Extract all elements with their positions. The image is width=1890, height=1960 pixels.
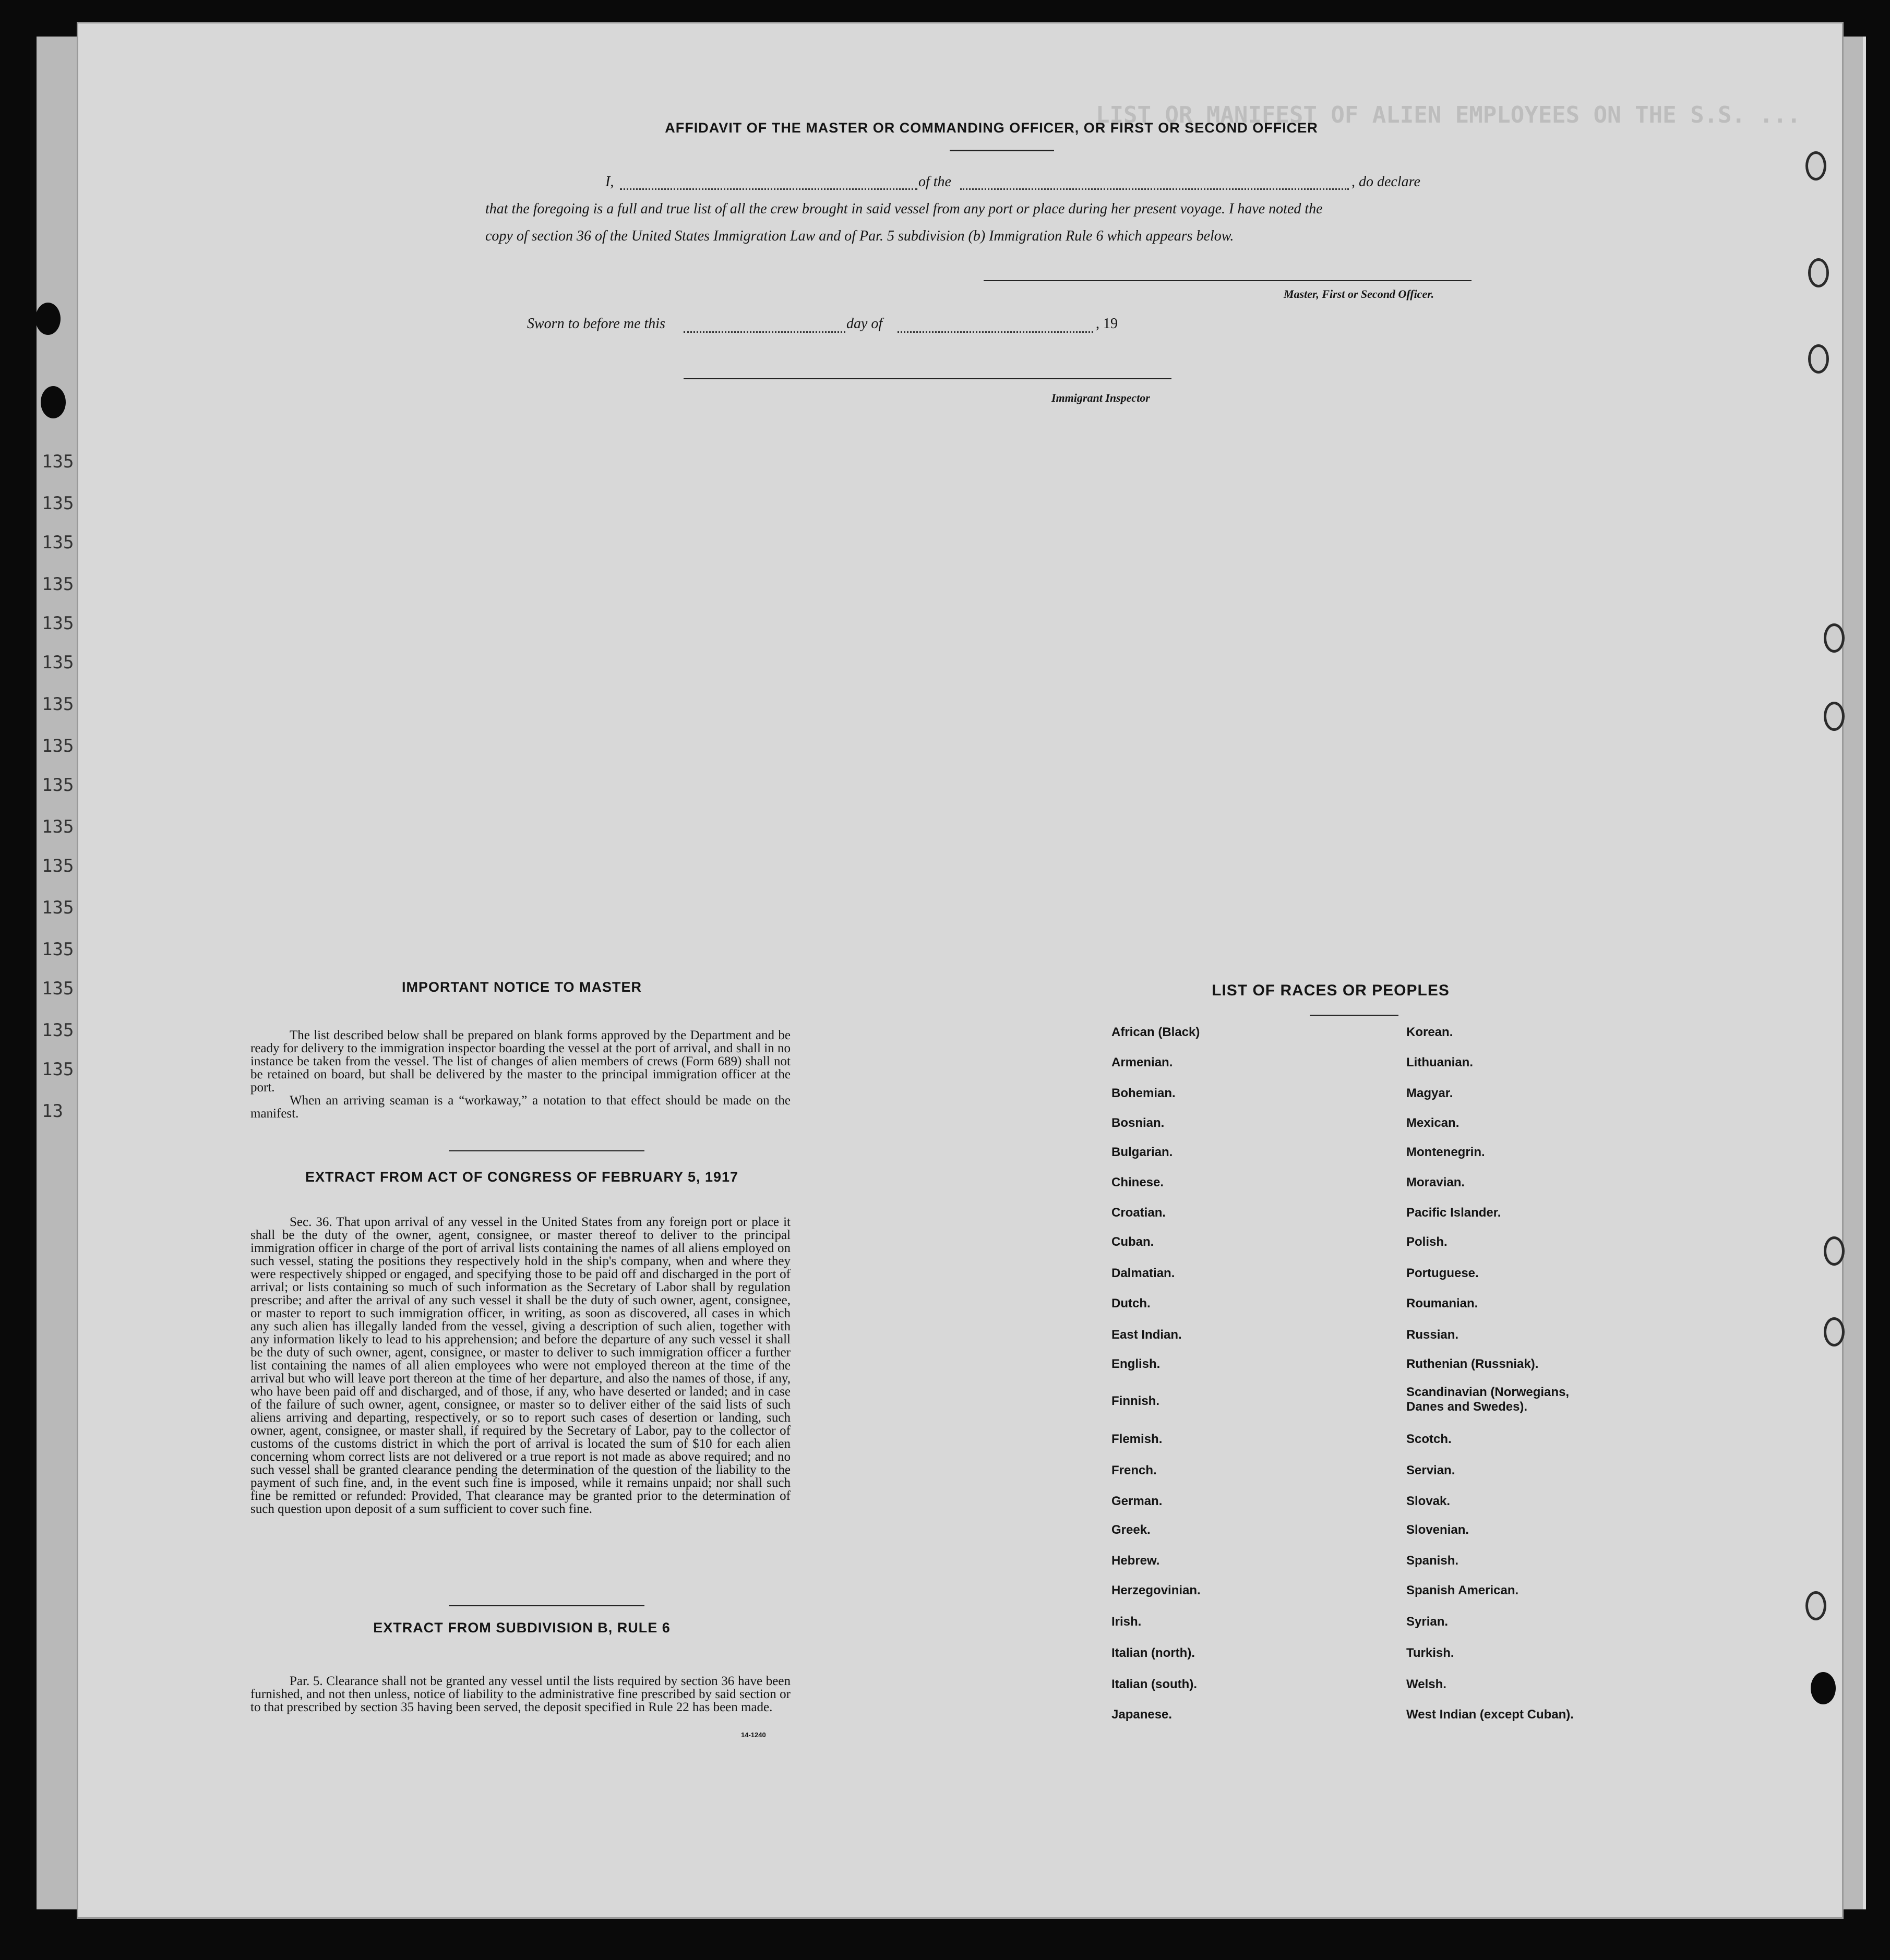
section-divider [449,1150,644,1151]
race-item: Polish. [1406,1235,1448,1249]
do-declare-label: , do declare [1351,174,1420,190]
act-paragraph: Sec. 36. That upon arrival of any vessel in the United States from any foreign port or place it shall be the duty of the owner, agent, consignee, or master thereof to deliver to the principal immigration officer in charge of the port of arrival lists containing the names of all aliens employed on such vessel, stating the positions they respectively hold in the ship's company, when and where they were respectively shipped or engaged, and specifying those to be paid off and discharged in the port of arrival; or lists containing so much of such information as the Secretary of Labor shall by regulation prescribe; and after the arrival of any such vessel it shall be the duty of such owner, agent, consignee, or master to report to such immigration officer, in writing, as soon as discovered, all cases in which any such alien has illegally landed from the vessel, giving a description of such alien, together with any information likely to lead to his apprehension; and before the departure of any such vessel it shall be the duty of such owner, agent, consignee, or master to deliver to such immigration officer a further list containing the names of all alien employees who were not employed thereon at the time of the arrival but who will leave port thereon at the time of her departure, and also the names of those, if any, who have been paid off and discharged, and of those, if any, who have deserted or landed; and in case of the failure of such owner, agent, consignee, or master so to deliver either of the said lists of such aliens arriving and departing, respectively, or so to report such cases of desertion or landing, such owner, agent, consignee, or master shall, if required by the Secretary of Labor, pay to the collector of customs of the customs district in which the port of arrival is located the sum of $10 for each alien concerning whom correct lists are not delivered or a true report is not made as above required; and no such vessel shall be granted clearance pending the determination of the question of the liability to the payment of such fine, and, in the event such fine is imposed, while it remains unpaid; nor shall such fine be remitted or refunded: Provided, That clearance may be granted prior to the determination of such question upon deposit of a sum sufficient to cover such fine. [250,1215,791,1516]
race-item: Herzegovinian. [1111,1583,1201,1597]
rule-text [250,1675,791,1714]
race-item: Pacific Islander. [1406,1206,1501,1220]
race-item: Syrian. [1406,1615,1449,1629]
day-of-label: day of [846,316,883,332]
races-title: LIST OF RACES OR PEOPLES [1212,982,1450,999]
binder-ring [1824,702,1845,731]
race-item: Ruthenian (Russniak). [1406,1357,1539,1371]
binder-ring [1805,151,1826,181]
binder-ring [1805,1591,1826,1620]
race-item: Slovak. [1406,1494,1451,1508]
bleed-through-text: LIST OR MANIFEST OF ALIEN EMPLOYEES ON THE S.S. ... [1096,102,1801,128]
binder-ring [1824,623,1845,653]
vessel-blank[interactable] [960,188,1349,190]
race-item: Flemish. [1111,1432,1163,1446]
race-item: Russian. [1406,1328,1459,1342]
race-item: Bulgarian. [1111,1145,1173,1159]
punch-hole [1811,1672,1836,1704]
race-item: Chinese. [1111,1175,1164,1189]
race-item: Moravian. [1406,1175,1465,1189]
race-item: Welsh. [1406,1677,1446,1691]
race-item: Armenian. [1111,1055,1173,1069]
race-item: Spanish. [1406,1554,1459,1568]
punch-hole [41,386,66,418]
act-title: EXTRACT FROM ACT OF CONGRESS OF FEBRUARY 5, 1917 [305,1169,739,1185]
title-underline [950,150,1054,151]
race-item: Korean. [1406,1025,1453,1039]
race-item: Italian (south). [1111,1677,1197,1691]
race-item: Greek. [1111,1523,1151,1537]
notice-text [250,1029,791,1120]
year-label: , 19 [1096,316,1118,332]
races-title-underline [1310,1015,1398,1016]
notice-title: IMPORTANT NOTICE TO MASTER [402,979,642,995]
race-item: West Indian (except Cuban). [1406,1708,1574,1722]
race-item: English. [1111,1357,1161,1371]
affidavit-body [485,169,1560,250]
race-item: Turkish. [1406,1646,1454,1660]
race-item: Scotch. [1406,1432,1452,1446]
act-text [250,1216,791,1516]
rule-title: EXTRACT FROM SUBDIVISION B, RULE 6 [373,1620,671,1636]
binder-ring [1808,258,1829,287]
i-label: I, [605,174,614,190]
affidavit-title: AFFIDAVIT OF THE MASTER OR COMMANDING OFFICER, OR FIRST OR SECOND OFFICER [665,120,1318,136]
race-item: Mexican. [1406,1116,1460,1130]
race-item: Spanish American. [1406,1583,1519,1597]
race-item: Bohemian. [1111,1086,1176,1100]
name-blank[interactable] [620,188,917,190]
race-item: Slovenian. [1406,1523,1469,1537]
race-item: Italian (north). [1111,1646,1195,1660]
races-right-column [1406,1025,1698,1755]
declaration-line-2: that the foregoing is a full and true list of all the crew brought in said vessel from any port or place during her present voyage. I have noted the [485,201,1323,217]
race-item: German. [1111,1494,1163,1508]
race-item: Lithuanian. [1406,1055,1473,1069]
rule-paragraph: Par. 5. Clearance shall not be granted any vessel until the lists required by section 36 have been furnished, and not then unless, notice of liability to the administrative fine prescribed by said section or to that prescribed by section 35 having been served, the deposit specified in Rule 22 has been made. [250,1674,791,1714]
race-item: Hebrew. [1111,1554,1160,1568]
race-item: Finnish. [1111,1394,1159,1408]
signature-line [984,280,1472,281]
form-number: 14-1240 [741,1731,766,1739]
race-item: Magyar. [1406,1086,1453,1100]
race-item: Roumanian. [1406,1296,1478,1310]
form-page: LIST OR MANIFEST OF ALIEN EMPLOYEES ON THE S.S. ... 135 135 135 135 135 135 135 135 135 135 135 135 135 135 135 135 13 AFFIDAVIT OF THE MASTER OR COMMANDING OFFICER, OR FIRST OR SECOND OFFICER I, of the , do declare that the foregoing is a full and true list of all the crew brought in said vessel from any port or place during her present voyage. I have noted the copy of section 36 of the United States Immigration Law and of Par. 5 subdivision (b) Immigration Rule 6 which appears below. Master, First or Second Officer. Sworn to before me this day of , 19 Immigrant Inspector IMPORTANT NOTICE TO MASTER The list described below shall be prepared on blank forms approved by the Department and be ready for delivery to the immigration inspector boarding the vessel at the port of arrival, and shall in no instance be taken from the vessel. The list of changes of alien members of crews (Form 689) shall not be retained on board, but shall be delivered by the master to the principal immigration officer at the port. When an arriving seaman is a “workaway,” a notation to that effect should be made on the manifest. EXTRACT FROM ACT OF CONGRESS OF FEBRUARY 5, 1917 Sec. 36. That upon arrival of any vessel in the United States from any foreign port or place it shall be the duty of the owner, agent, consignee, or master thereof to deliver to the principal immigration officer in charge of the port of arrival lists containing the names of all aliens employed on such vessel, stating the positions they respectively hold in the ship's company, when and where they were respectively shipped or engaged, and specifying those to be paid off and discharged in the port of arrival; or lists containing so much of such information as the Secretary of Labor shall by regulation prescribe; and after the arrival of any such vessel it shall be the duty of such owner, agent, consignee, or master to report to such immigration officer, in writing, as soon as discovered, all cases in which any such alien has illegally landed from the vessel, giving a description of such alien, together with any information likely to lead to his apprehension; and before the departure of any such vessel it shall be the duty of such owner, agent, consignee, or master to deliver to such immigration officer a further list containing the names of all alien employees who were not employed thereon at the time of the arrival but who will leave port thereon at the time of her departure, and also the names of those, if any, who have been paid off and discharged, and of those, if any, who have deserted or landed; and in case of the failure of such owner, agent, consignee, or master so to deliver either of the said lists of such aliens arriving and departing, respectively, or so to report such cases of desertion or landing, such owner, agent, consignee, or master shall, if required by the Secretary of Labor, pay to the collector of customs of the customs district in which the port of arrival is located the sum of $10 for each alien concerning whom correct lists are not delivered or a true report is not made as above required; and no such vessel shall be granted clearance pending the determination of the question of the liability to the payment of such fine, and, in the event such fine is imposed, while it remains unpaid; nor shall such fine be remitted or refunded: Provided, That clearance may be granted prior to the determination of such question upon deposit of a sum sufficient to cover such fine. EXTRACT FROM SUBDIVISION B, RULE 6 Par. 5. Clearance shall not be granted any vessel until the lists required by section 36 have been furnished, and not then unless, notice of liability to the administrative fine prescribed by said section or to that prescribed by section 35 having been served, the deposit specified in Rule 22 has been made. 14-1240 LIST OF RACES OR PEOPLES African (Black) Armenian. Bohemian. Bosnian. Bulgarian. Chinese. Croatian. Cuban. Dalmatian. Dutch. East Indian. English. Finnish. Flemish. French. German. Greek. Hebrew. Herzegovinian. Irish. Italian (north). Italian (south). Japanese. Korean. Lithuanian. Magyar. Mexican. Montenegrin. Moravian. Pacific Islander. Polish. Portuguese. Roumanian. Russian. Ruthenian (Russniak). Scandinavian (Norwegians, Danes and Swedes). Scotch. Servian. Slovak. Slovenian. Spanish. Spanish American. Syrian. Turkish. Welsh. West Indian (except Cuban). [78,23,1842,1917]
race-item: East Indian. [1111,1328,1182,1342]
races-left-column [1111,1025,1372,1755]
declaration-line-3: copy of section 36 of the United States Immigration Law and of Par. 5 subdivision (b) Immigration Rule 6 which appears below. [485,228,1234,244]
sworn-line [527,316,1205,342]
month-blank[interactable] [898,331,1093,333]
inspector-caption: Immigrant Inspector [1051,391,1150,404]
race-item: Dutch. [1111,1296,1151,1310]
binder-ring [1808,344,1829,374]
race-item: Scandinavian (Norwegians, Danes and Swedes). [1406,1385,1570,1414]
sworn-label: Sworn to before me this [527,316,665,332]
inspector-signature-line [684,378,1171,379]
binder-ring [1824,1317,1845,1346]
race-item: Irish. [1111,1615,1142,1629]
race-item: Japanese. [1111,1708,1173,1722]
race-item: Montenegrin. [1406,1145,1485,1159]
notice-paragraph-2: When an arriving seaman is a “workaway,” a notation to that effect should be made on the manifest. [250,1093,791,1121]
day-blank[interactable] [684,331,845,333]
race-item: French. [1111,1463,1157,1477]
of-the-label: of the [918,174,951,190]
declaration-line [485,169,1560,196]
race-item: Portuguese. [1406,1266,1479,1280]
race-item: Cuban. [1111,1235,1154,1249]
race-item: Servian. [1406,1463,1455,1477]
race-item: Bosnian. [1111,1116,1165,1130]
race-item: Croatian. [1111,1206,1166,1220]
notice-paragraph-1: The list described below shall be prepared on blank forms approved by the Department and be ready for delivery to the immigration inspector boarding the vessel at the port of arrival, and shall in no instance be taken from the vessel. The list of changes of alien members of crews (Form 689) shall not be retained on board, but shall be delivered by the master to the principal immigration officer at the port. [250,1028,791,1095]
race-item: Dalmatian. [1111,1266,1175,1280]
punch-hole [35,303,61,335]
race-item: African (Black) [1111,1025,1200,1039]
signature-caption: Master, First or Second Officer. [1284,287,1434,300]
section-divider [449,1605,644,1606]
binder-ring [1824,1236,1845,1266]
